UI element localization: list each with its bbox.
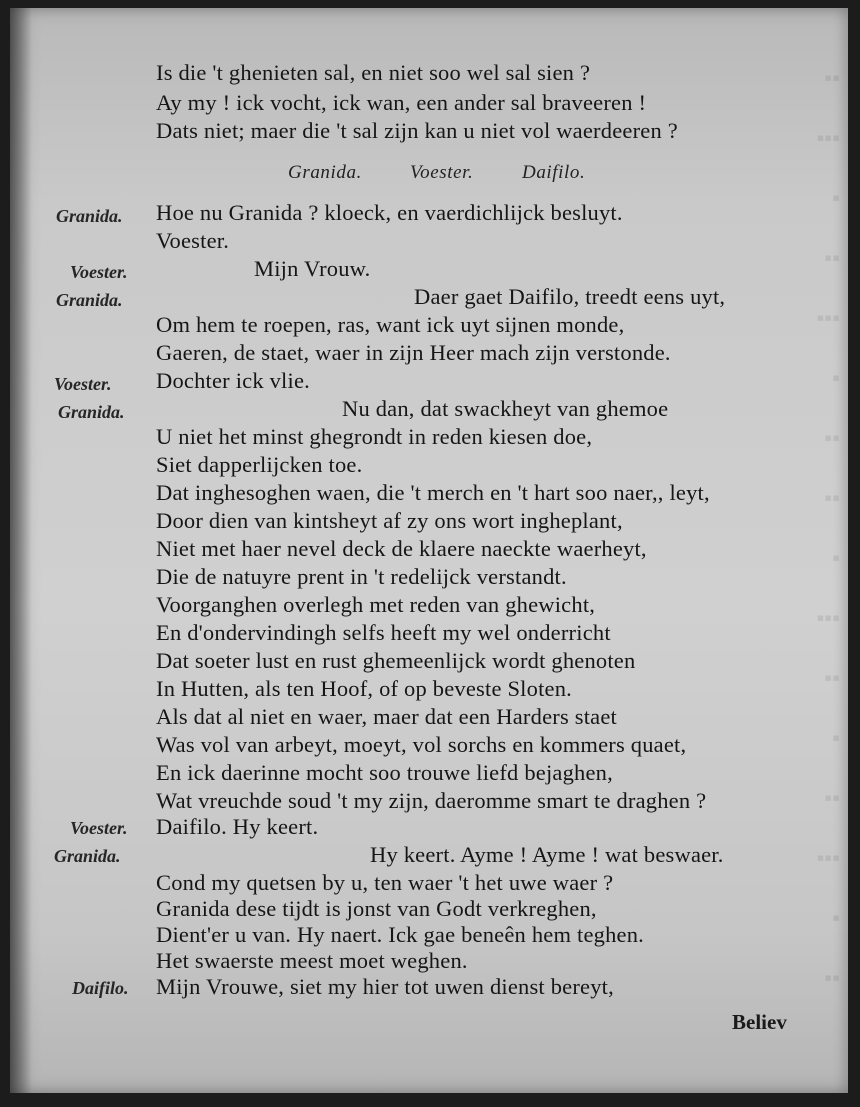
- speaker-label: Voester.: [54, 374, 112, 394]
- verse-line: Daifilo. Hy keert.: [156, 814, 319, 839]
- verse-line: En ick daerinne mocht soo trouwe liefd bejaghen,: [156, 760, 613, 785]
- show-through-text: ▪▪ ▪▪▪ ▪ ▪▪ ▪▪▪ ▪ ▪▪ ▪▪ ▪ ▪▪▪ ▪▪ ▪ ▪▪ ▪▪▪ ▪ ▪▪: [816, 65, 840, 990]
- verse-line: U niet het minst ghegrondt in reden kiesen doe,: [156, 424, 593, 449]
- verse-line: Mijn Vrouw.: [254, 256, 371, 281]
- verse-line: Nu dan, dat swackheyt van ghemoe: [342, 396, 669, 421]
- speaker-label: Granida.: [56, 290, 123, 310]
- scene-character-granida: Granida.: [288, 162, 362, 183]
- verse-line: Dat soeter lust en rust ghemeenlijck wordt ghenoten: [156, 648, 636, 673]
- verse-line: Was vol van arbeyt, moeyt, vol sorchs en kommers quaet,: [156, 732, 687, 757]
- gutter-shadow: [10, 8, 32, 1093]
- speaker-label: Voester.: [70, 262, 128, 282]
- speaker-label: Granida.: [54, 846, 121, 866]
- catchword: Believ: [732, 1010, 787, 1034]
- verse-line: Die de natuyre prent in 't redelijck verstandt.: [156, 564, 567, 589]
- scene-character-voester: Voester.: [410, 162, 474, 183]
- speaker-label: Granida.: [58, 402, 125, 422]
- verse-line: Door dien van kintsheyt af zy ons wort ingheplant,: [156, 508, 623, 533]
- verse-line: Daer gaet Daifilo, treedt eens uyt,: [414, 284, 726, 309]
- verse-line: Om hem te roepen, ras, want ick uyt sijnen monde,: [156, 312, 625, 337]
- verse-line: Als dat al niet en waer, maer dat een Harders staet: [156, 704, 617, 729]
- verse-line: Is die 't ghenieten sal, en niet soo wel sal sien ?: [156, 60, 591, 85]
- verse-line: Voorganghen overlegh met reden van ghewicht,: [156, 592, 596, 617]
- verse-line: Dat inghesoghen waen, die 't merch en 't hart soo naer,, leyt,: [156, 480, 710, 505]
- verse-line: Dient'er u van. Hy naert. Ick gae beneên hem teghen.: [156, 922, 644, 947]
- verse-line: Voester.: [156, 228, 230, 253]
- verse-line: In Hutten, als ten Hoof, of op beveste Sloten.: [156, 676, 572, 701]
- verse-line: Het swaerste meest moet weghen.: [156, 948, 468, 973]
- verse-line: En d'ondervindingh selfs heeft my wel onderricht: [156, 620, 611, 645]
- verse-line: Dats niet; maer die 't sal zijn kan u niet vol waerdeeren ?: [156, 118, 678, 143]
- scene-character-daifilo: Daifilo.: [522, 162, 586, 183]
- book-page: [10, 8, 848, 1093]
- verse-line: Ay my ! ick vocht, ick wan, een ander sal braveeren !: [156, 90, 647, 115]
- verse-line: Wat vreuchde soud 't my zijn, daeromme smart te draghen ?: [156, 788, 707, 813]
- speaker-label: Daifilo.: [72, 978, 129, 998]
- speaker-label: Granida.: [56, 206, 123, 226]
- verse-line: Dochter ick vlie.: [156, 368, 310, 393]
- verse-line: Mijn Vrouwe, siet my hier tot uwen dienst bereyt,: [156, 974, 614, 999]
- verse-line: Gaeren, de staet, waer in zijn Heer mach zijn verstonde.: [156, 340, 671, 365]
- speaker-label: Voester.: [70, 818, 128, 838]
- verse-line: Niet met haer nevel deck de klaere naeckte waerheyt,: [156, 536, 647, 561]
- verse-line: Hy keert. Ayme ! Ayme ! wat beswaer.: [370, 842, 724, 867]
- verse-line: Siet dapperlijcken toe.: [156, 452, 363, 477]
- verse-line: Granida dese tijdt is jonst van Godt verkreghen,: [156, 896, 597, 921]
- verse-line: Cond my quetsen by u, ten waer 't het uwe waer ?: [156, 870, 614, 895]
- verse-line: Hoe nu Granida ? kloeck, en vaerdichlijck besluyt.: [156, 200, 623, 225]
